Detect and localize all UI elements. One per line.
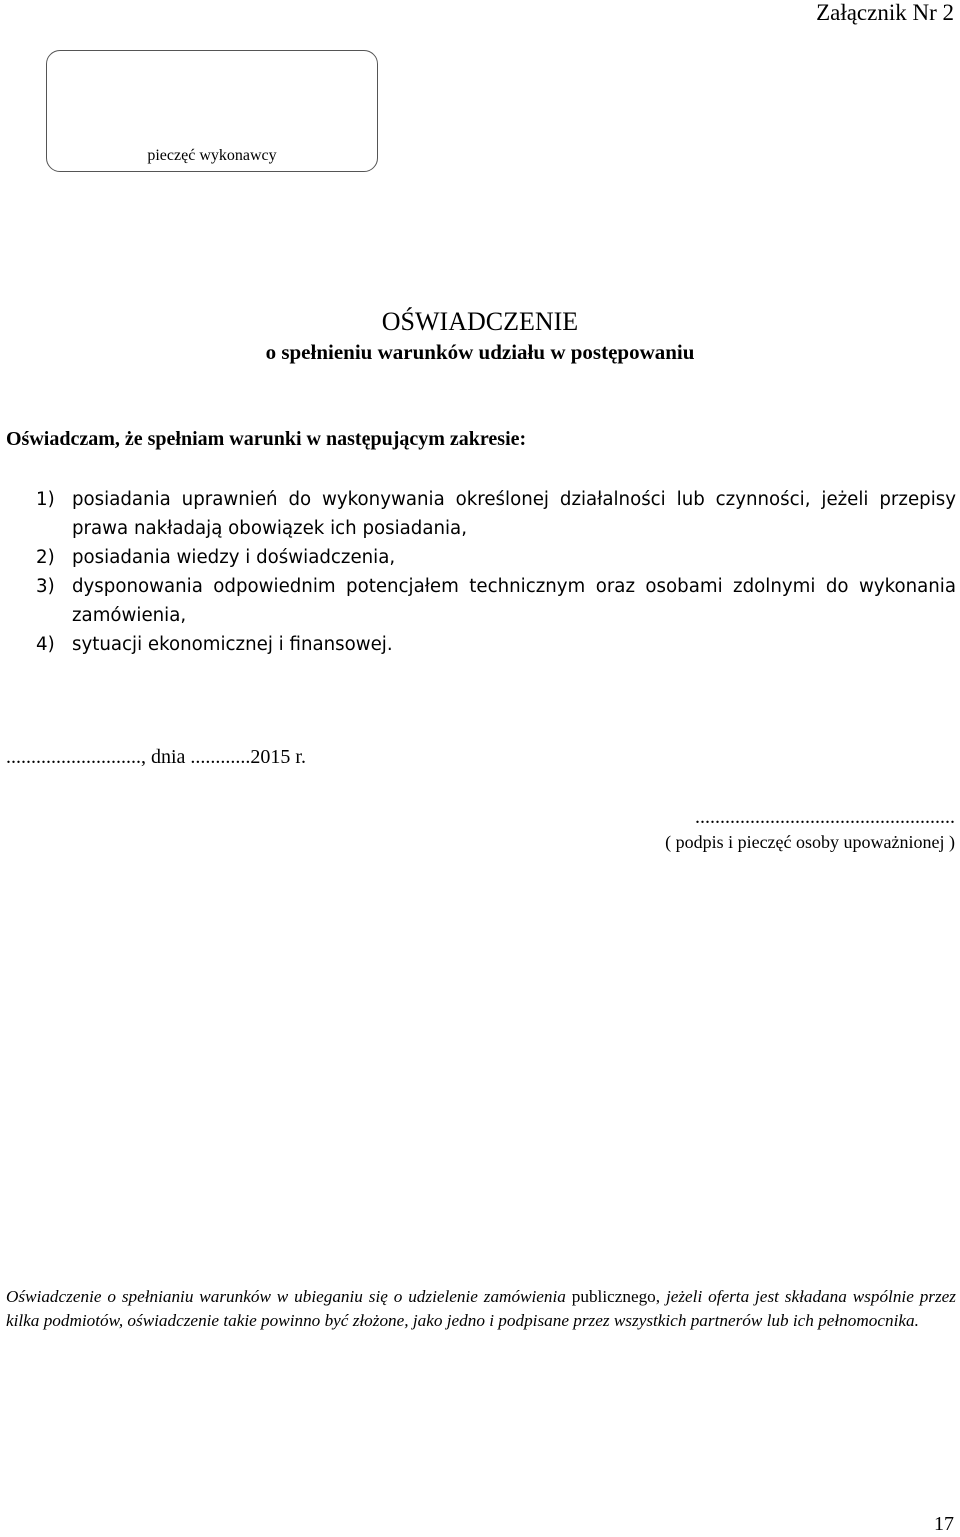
signature-line: ....................................................: [695, 806, 955, 828]
footnote-part-1: Oświadczenie o spełnianiu warunków w ubieganiu się o udzielenie zamówienia: [6, 1287, 566, 1306]
declaration-intro: Oświadczam, że spełniam warunki w następującym zakresie:: [6, 428, 527, 450]
condition-item: [36, 485, 956, 543]
document-subtitle: o spełnieniu warunków udziału w postępowaniu: [265, 340, 695, 364]
condition-text: sytuacji ekonomicznej i finansowej.: [72, 634, 393, 655]
condition-text: posiadania uprawnień do wykonywania określonej działalności lub czynności, jeżeli przepisy prawa nakładają obowiązek ich posiadania,: [72, 489, 956, 539]
condition-number: 3): [36, 576, 55, 597]
condition-number: 1): [36, 489, 55, 510]
condition-number: 2): [36, 547, 55, 568]
condition-item: [36, 572, 956, 630]
footnote: [6, 1285, 956, 1333]
attachment-label: Załącznik Nr 2: [816, 0, 954, 25]
condition-item: [36, 543, 956, 572]
document-title: OŚWIADCZENIE: [381, 307, 579, 336]
signature-label: ( podpis i pieczęć osoby upoważnionej ): [665, 832, 955, 852]
footnote-part-3: jeżeli oferta jest składana wspólnie przez kilka podmiotów, oświadczenie takie powinno być złożone, jako jedno i podpisane przez wszystkich partnerów lub ich pełnomocnika.: [6, 1287, 956, 1330]
footnote-part-2: publicznego,: [565, 1287, 666, 1306]
place-date-line: ..........................., dnia ............2015 r.: [6, 746, 306, 768]
conditions-list: [36, 485, 956, 659]
page-number: 17: [934, 1513, 954, 1535]
condition-item: [36, 630, 956, 659]
contractor-stamp-box: [46, 50, 378, 172]
condition-number: 4): [36, 634, 55, 655]
condition-text: dysponowania odpowiednim potencjałem technicznym oraz osobami zdolnymi do wykonania zamówienia,: [72, 576, 956, 626]
stamp-label: pieczęć wykonawcy: [147, 147, 277, 164]
condition-text: posiadania wiedzy i doświadczenia,: [72, 547, 396, 568]
